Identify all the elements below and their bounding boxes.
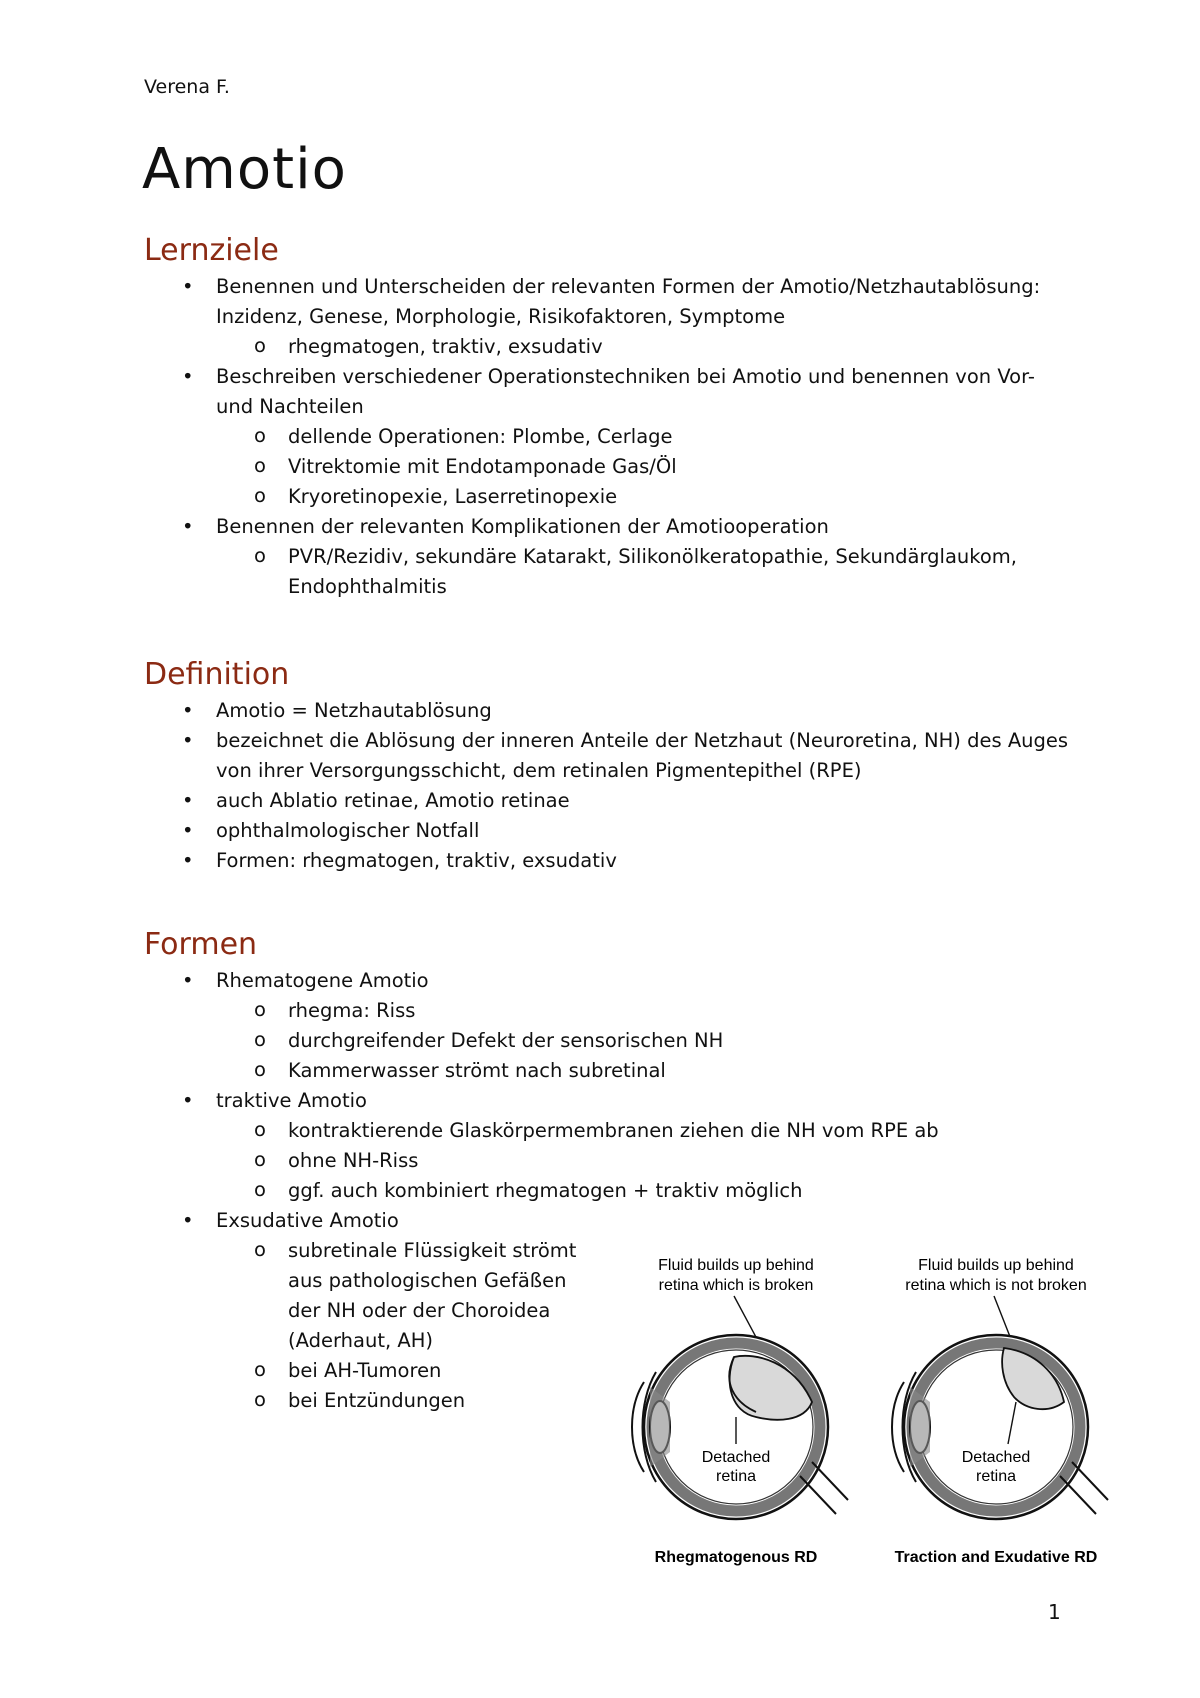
list-item: • Amotio = Netzhautablösung <box>0 696 1076 726</box>
detached-label: Detached <box>701 1449 771 1466</box>
list-item: • Formen: rhegmatogen, traktiv, exsudativ <box>0 846 1076 876</box>
sub-list-item: o Kammerwasser strömt nach subretinal <box>216 1056 1076 1086</box>
sub-list-item: o bei AH-Tumoren <box>216 1356 1076 1386</box>
diagram-title: Traction and Exudative RD <box>894 1549 1098 1566</box>
list-item: • Beschreiben verschiedener Operationstechniken bei Amotio und benennen von Vor- und Nachteilen o dellende Operationen: Plombe, Cerlage o Vitrektomie mit Endotamponade Gas/Öl o Kryoretinopexie, Laserretinopexie <box>0 362 1076 512</box>
list-item: • Benennen der relevanten Komplikationen der Amotiooperation o PVR/Rezidiv, sekundäre Katarakt, Silikonölkeratopathie, Sekundärglaukom, Endophthalmitis <box>0 512 1076 602</box>
sub-list-item: o Kryoretinopexie, Laserretinopexie <box>216 482 1076 512</box>
sub-list-item: o ohne NH-Riss <box>216 1146 1076 1176</box>
caption-line: Fluid builds up behind <box>658 1257 814 1274</box>
sub-list-item: o rhegma: Riss <box>216 996 1076 1026</box>
sub-list-item: o ggf. auch kombiniert rhegmatogen + traktiv möglich <box>216 1176 1076 1206</box>
list-item: • Benennen und Unterscheiden der relevanten Formen der Amotio/Netzhautablösung: Inzidenz, Genese, Morphologie, Risikofaktoren, Symptome o rhegmatogen, traktiv, exsudativ <box>0 272 1076 362</box>
list-item: • ophthalmologischer Notfall <box>0 816 1076 846</box>
detached-label: Detached <box>961 1449 1031 1466</box>
list-item: • Rhematogene Amotio o rhegma: Riss o durchgreifender Defekt der sensorischen NH o Kammerwasser strömt nach subretinal <box>0 966 1076 1086</box>
retinal-detachment-figure <box>616 1252 1136 1582</box>
sub-list-item: o rhegmatogen, traktiv, exsudativ <box>216 332 1076 362</box>
caption-line: Fluid builds up behind <box>918 1257 1074 1274</box>
page-number: 1 <box>1048 1600 1061 1624</box>
sub-list-item: o dellende Operationen: Plombe, Cerlage <box>216 422 1076 452</box>
sub-list-item: o PVR/Rezidiv, sekundäre Katarakt, Silikonölkeratopathie, Sekundärglaukom, Endophthalmitis <box>216 542 1076 602</box>
detached-label: retina <box>975 1468 1017 1485</box>
list-item: • traktive Amotio o kontraktierende Glaskörpermembranen ziehen die NH vom RPE ab o ohne NH-Riss o ggf. auch kombiniert rhegmatogen + traktiv möglich <box>0 1086 1076 1206</box>
sub-list-item: o bei Entzündungen <box>216 1386 1076 1416</box>
heading-formen: Formen <box>144 927 258 962</box>
sub-list-item: o subretinale Flüssigkeit strömt aus pathologischen Gefäßen der NH oder der Choroidea (Aderhaut, AH) <box>216 1236 588 1356</box>
caption-line: retina which is not broken <box>905 1277 1087 1294</box>
sub-list-item: o kontraktierende Glaskörpermembranen ziehen die NH vom RPE ab <box>216 1116 1076 1146</box>
definition-list <box>0 696 1076 876</box>
heading-lernziele: Lernziele <box>144 233 279 268</box>
traction-exudative-eye-diagram <box>892 1257 1108 1566</box>
caption-line: retina which is broken <box>658 1277 814 1294</box>
list-item: • bezeichnet die Ablösung der inneren Anteile der Netzhaut (Neuroretina, NH) des Auges von ihrer Versorgungsschicht, dem retinalen Pigmentepithel (RPE) <box>0 726 1076 786</box>
rhegmatogenous-eye-diagram <box>632 1257 848 1566</box>
list-item: • auch Ablatio retinae, Amotio retinae <box>0 786 1076 816</box>
lernziele-list <box>0 272 1076 602</box>
diagram-title: Rhegmatogenous RD <box>654 1549 818 1566</box>
list-item: • Exsudative Amotio o subretinale Flüssigkeit strömt aus pathologischen Gefäßen der NH oder der Choroidea (Aderhaut, AH) o bei AH-Tumoren o bei Entzündungen <box>0 1206 1076 1416</box>
author-name: Verena F. <box>144 76 230 98</box>
sub-list-item: o durchgreifender Defekt der sensorischen NH <box>216 1026 1076 1056</box>
detached-label: retina <box>715 1468 757 1485</box>
sub-list-item: o Vitrektomie mit Endotamponade Gas/Öl <box>216 452 1076 482</box>
heading-definition: Definition <box>144 657 290 692</box>
page-title: Amotio <box>142 137 347 202</box>
